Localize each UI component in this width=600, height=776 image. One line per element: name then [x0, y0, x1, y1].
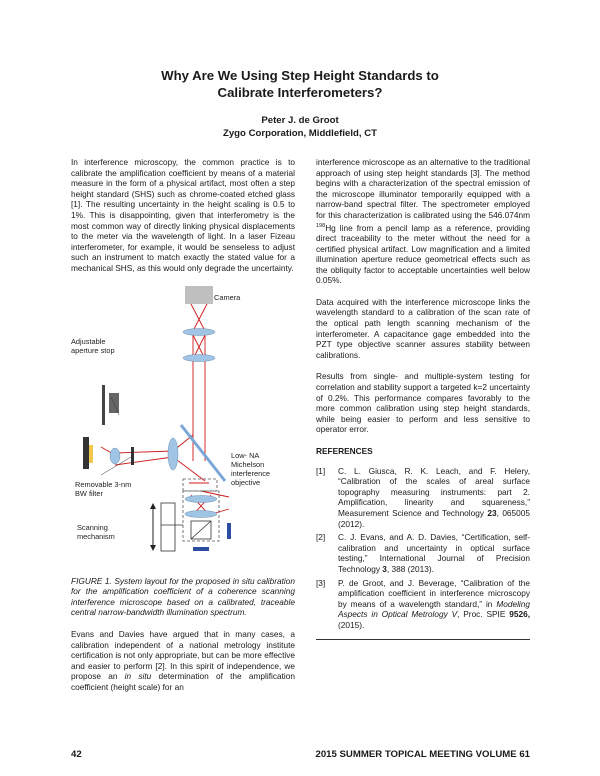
evans-text-a: Evans and Davies have argued that in many cases, a calibration independent of a national metrology institute certification is not only appropriate, but can be more effective and easier to perform [2]. In this spirit of independence, we propose an [71, 628, 295, 682]
figure-caption: FIGURE 1. System layout for the proposed in situ calibration for the amplification coefficient of a coherence scanning interference microscope based on a calibrated, traceable central narrow-bandwidth illumination spectrum. [71, 575, 295, 618]
objective-lens-bottom [185, 510, 217, 517]
ref1-tail: , 065005 (2012). [338, 507, 531, 529]
filter-label: Removable 3-nm BW filter [75, 479, 132, 498]
aperture-stop-blade [102, 385, 105, 425]
ref3-tail: (2015). [338, 619, 365, 630]
collector-lens [110, 448, 120, 464]
ref2-tail: , 388 (2013). [386, 563, 434, 574]
relay-lens [183, 354, 215, 361]
scan-arrow-down [150, 545, 156, 551]
bw-filter [131, 447, 134, 465]
data-paragraph: Data acquired with the interference microscope links the wavelength standard to a calibration of the scan rate of the optical path length scanning mechanism of the interferometer. A capacitance gage embedded into the PZT type objective scanner assures stability between calibrations. [316, 296, 530, 360]
author-name: Peter J. de Groot [261, 115, 339, 126]
right-column [316, 157, 530, 640]
sample-surface [193, 547, 209, 551]
paper-title [0, 67, 600, 101]
author-affiliation: Zygo Corporation, Middlefield, CT [222, 128, 378, 139]
aperture-stop-mount [109, 393, 119, 413]
author-block [0, 114, 600, 140]
method-text-a: interference microscope as an alternative to the traditional approach of using step height standards [3]. The method begins with a characterization of the spectral emission of the microscope illuminator temporarily equipped with a narrow-band spectral filter. The spectrometer employed for this characterization is calibrated using the 546.074nm [316, 157, 530, 220]
method-paragraph [316, 157, 530, 286]
journal-footer: 2015 SUMMER TOPICAL MEETING VOLUME 61 [315, 749, 530, 760]
title-line-2: Calibrate Interferometers? [217, 85, 383, 100]
ref2-volume: 3 [382, 563, 387, 574]
references-rule [316, 639, 530, 640]
evans-text-italic: in situ [124, 671, 152, 682]
scanner-housing [161, 503, 175, 551]
results-paragraph: Results from single- and multiple-system testing for correlation and stability support a targeted k=2 uncertainty of 0.2%. This performance compares favorably to the more common calibration using step height standards, while being easier to perform and less sensitive to operator error. [316, 371, 530, 435]
objective-label: Low- NA Michelson interference objective [231, 450, 271, 487]
references-heading: REFERENCES [316, 446, 373, 457]
reference-item [316, 466, 530, 530]
ref3-book: Modeling Aspects in Optical Metrology V [338, 598, 530, 620]
source-emitter [89, 445, 93, 463]
scanning-label: Scanning mechanism [77, 522, 115, 541]
ref2-body: C. J. Evans, and A. D. Davies, “Certification, self-calibration and uncertainty in optical surface testing,” International Journal of Precision Technology [338, 532, 530, 574]
condenser-lens [168, 438, 178, 470]
reference-text [338, 578, 530, 631]
intro-paragraph: In interference microscopy, the common practice is to calibrate the amplification coefficient by means of a material measure in the form of a physical artifact, most often a step height standard (SHS) such as chrome-coated etched glass [1]. The resulting uncertainty in the height scaling is 0.5 to 1%. This is disappointing, given that interferometry is the most common way of directly linking physical displacements to the meter via the wavelength of light. In a laser Fizeau interferometer, for example, it would be senseless to adjust such an instrument to match exactly the stated value for a mechanical SHS, as this would only degrade the uncertainty. [71, 157, 295, 273]
isotope-superscript: 198 [316, 222, 326, 229]
reference-item [316, 532, 530, 574]
michelson-splitter [191, 521, 211, 539]
page-number: 42 [71, 749, 82, 760]
reference-text [338, 532, 530, 574]
ref1-volume: 23 [487, 507, 497, 518]
light-source [83, 437, 89, 469]
reference-number: [3] [316, 577, 326, 588]
aperture-stop-label: Adjustable aperture stop [71, 336, 115, 355]
figure-1 [71, 285, 295, 565]
evans-text-b: determination of the amplification coefficient (height scale) for an [71, 671, 295, 692]
reference-item [316, 578, 530, 631]
ref1-body: C. L. Giusca, R. K. Leach, and F. Helery, “Calibration of the scales of areal surface topography measuring instruments: part 2. Amplification, linearity and squareness,” Measurement Science and Technology [338, 465, 530, 518]
camera-label: Camera [214, 292, 241, 302]
objective-housing [183, 479, 217, 491]
ref3-volume: 9526, [509, 609, 530, 620]
reference-text [338, 466, 530, 530]
scan-arrow-up [150, 503, 156, 509]
beam-splitter [181, 425, 225, 481]
title-line-1: Why Are We Using Step Height Standards to [161, 68, 439, 83]
camera-body [185, 286, 213, 304]
reference-number: [2] [316, 532, 326, 543]
left-column [71, 157, 295, 703]
objective-lens-top [185, 495, 217, 502]
reference-number: [1] [316, 465, 326, 476]
ref3-mid: , Proc. SPIE [457, 609, 510, 620]
method-text-b: Hg line from a pencil lamp as a reference, providing direct traceability to the meter without the need for a certified physical artifact. Low magnification and a limited illumination aperture reduce geometrical effects such as the obliquity factor to acceptable uncertainties well below 0.05%. [316, 222, 530, 286]
ref3-body: P. de Groot, and J. Beverage, “Calibration of the amplification coefficient in interference microscopy by means of a wavelength standard,” in [338, 577, 530, 609]
tube-lens [183, 328, 215, 335]
reference-mirror [227, 523, 231, 539]
evans-paragraph [71, 629, 295, 693]
